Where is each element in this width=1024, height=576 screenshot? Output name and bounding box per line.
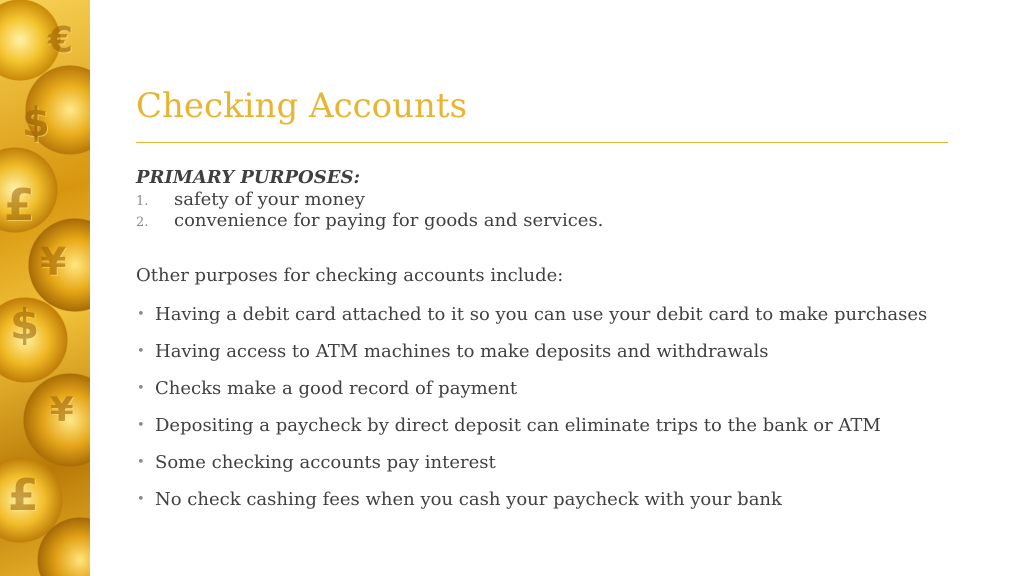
slide-title: Checking Accounts bbox=[136, 86, 468, 126]
list-item bbox=[136, 303, 927, 340]
other-purposes-intro: Other purposes for checking accounts include: bbox=[136, 265, 564, 286]
list-item-text: safety of your money bbox=[174, 189, 365, 210]
list-item bbox=[136, 414, 927, 451]
list-item bbox=[136, 189, 603, 210]
list-item bbox=[136, 340, 927, 377]
list-item-text: Checks make a good record of payment bbox=[155, 378, 518, 399]
bullet-icon: • bbox=[137, 418, 145, 433]
list-item-text: Some checking accounts pay interest bbox=[155, 452, 496, 473]
yen-icon: ¥ bbox=[40, 240, 67, 284]
gold-currency-image bbox=[0, 0, 90, 576]
list-number: 2. bbox=[136, 215, 149, 230]
dollar-icon: $ bbox=[22, 100, 50, 146]
other-purposes-list bbox=[136, 303, 927, 525]
title-divider bbox=[136, 142, 948, 143]
list-item-text: Having access to ATM machines to make deposits and withdrawals bbox=[155, 341, 769, 362]
pound-icon: £ bbox=[4, 180, 35, 231]
bullet-icon: • bbox=[137, 492, 145, 507]
list-item bbox=[136, 377, 927, 414]
bullet-icon: • bbox=[137, 307, 145, 322]
list-item-text: Depositing a paycheck by direct deposit can eliminate trips to the bank or ATM bbox=[155, 415, 881, 436]
yen-icon: ¥ bbox=[50, 390, 74, 430]
list-item-text: Having a debit card attached to it so you can use your debit card to make purchases bbox=[155, 304, 928, 325]
dollar-icon: $ bbox=[10, 300, 40, 349]
bullet-icon: • bbox=[137, 455, 145, 470]
list-item-text: convenience for paying for goods and services. bbox=[174, 210, 604, 231]
list-item bbox=[136, 451, 927, 488]
euro-icon: € bbox=[48, 20, 74, 61]
list-item bbox=[136, 210, 603, 231]
list-number: 1. bbox=[136, 194, 149, 209]
list-item-text: No check cashing fees when you cash your paycheck with your bank bbox=[155, 489, 782, 510]
bullet-icon: • bbox=[137, 344, 145, 359]
pound-icon: £ bbox=[8, 470, 39, 521]
primary-purposes-heading: PRIMARY PURPOSES: bbox=[136, 167, 361, 188]
list-item bbox=[136, 488, 927, 525]
bullet-icon: • bbox=[137, 381, 145, 396]
primary-purposes-list bbox=[136, 189, 603, 231]
